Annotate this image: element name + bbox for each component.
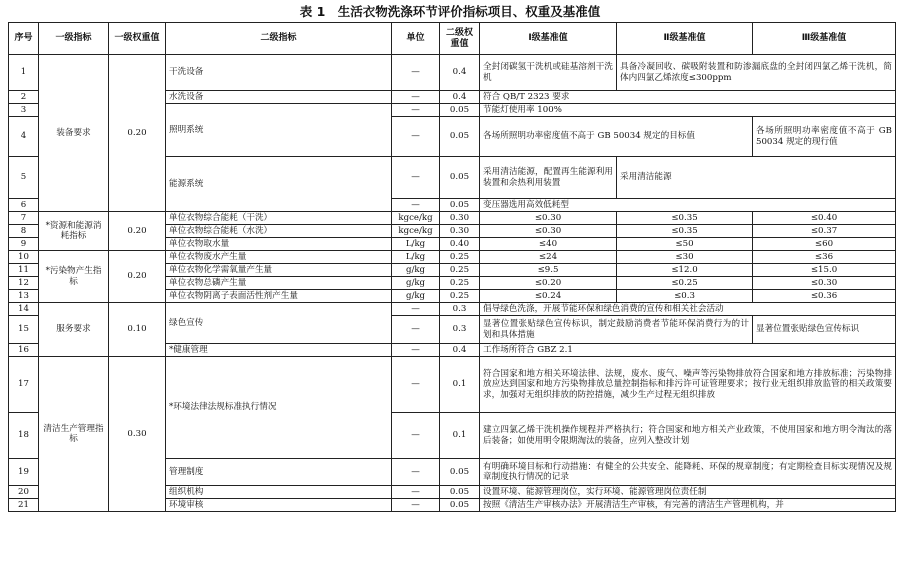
benchmark-3: ≤0.36 [753, 290, 896, 303]
level2-weight: 0.05 [440, 157, 480, 199]
unit: — [392, 117, 440, 157]
row-number: 10 [9, 251, 39, 264]
row-number: 9 [9, 238, 39, 251]
level2-indicator: 单位衣物综合能耗（水洗） [166, 225, 392, 238]
row-number: 1 [9, 55, 39, 91]
benchmark-all: 按照《清洁生产审核办法》开展清洁生产审核，有完善的清洁生产管理机构，并 [480, 499, 896, 512]
level2-indicator: 单位衣物废水产生量 [166, 251, 392, 264]
benchmark-3: ≤0.30 [753, 277, 896, 290]
level2-weight: 0.3 [440, 303, 480, 316]
unit: — [392, 157, 440, 199]
benchmark-2-3: 具备冷凝回收、碳吸附装置和防渗漏底盘的全封闭四氯乙烯干洗机，简体内四氯乙烯浓度≤300ppm [617, 55, 896, 91]
benchmark-2: ≤0.35 [617, 212, 753, 225]
benchmark-1-2: 各场所照明功率密度值不高于 GB 50034 规定的目标值 [480, 117, 753, 157]
level2-indicator: 水洗设备 [166, 91, 392, 104]
unit: — [392, 413, 440, 459]
level2-indicator: 环境审核 [166, 499, 392, 512]
row-number: 17 [9, 357, 39, 413]
benchmark-1: ≤40 [480, 238, 617, 251]
level1-weight: 0.20 [109, 251, 166, 303]
level2-weight: 0.25 [440, 290, 480, 303]
unit: — [392, 91, 440, 104]
row-number: 8 [9, 225, 39, 238]
row-number: 14 [9, 303, 39, 316]
benchmark-1: 采用清洁能源，配置再生能源利用装置和余热利用装置 [480, 157, 617, 199]
level2-weight: 0.25 [440, 277, 480, 290]
level1-indicator: 服务要求 [39, 303, 109, 357]
benchmark-1: ≤0.20 [480, 277, 617, 290]
benchmark-all: 变压器选用高效低耗型 [480, 199, 896, 212]
benchmark-1: ≤24 [480, 251, 617, 264]
level2-indicator: 单位衣物总磷产生量 [166, 277, 392, 290]
benchmark-2-3: 采用清洁能源 [617, 157, 896, 199]
row-number: 4 [9, 117, 39, 157]
level2-weight: 0.4 [440, 91, 480, 104]
level2-indicator: 照明系统 [166, 104, 392, 157]
row-number: 13 [9, 290, 39, 303]
benchmark-all: 符合国家和地方相关环境法律、法规，废水、废气、噪声等污染物排放符合国家和地方排放标准；污染物排放应达到国家和地方污染物排放总量控制指标和排污许可证管理要求；按行业无组织排放监管的相关政策要求，加强对无组织排放的防控措施，减少生产过程无组织排放 [480, 357, 896, 413]
level2-weight: 0.05 [440, 117, 480, 157]
level1-indicator: 装备要求 [39, 55, 109, 212]
row-number: 16 [9, 344, 39, 357]
level2-weight: 0.25 [440, 251, 480, 264]
level2-indicator: 单位衣物取水量 [166, 238, 392, 251]
level2-weight: 0.1 [440, 357, 480, 413]
header-seq: 序号 [9, 23, 39, 55]
benchmark-all: 设置环境、能源管理岗位，实行环境、能源管理岗位责任制 [480, 486, 896, 499]
benchmark-all: 工作场所符合 GBZ 2.1 [480, 344, 896, 357]
benchmark-1: ≤0.30 [480, 212, 617, 225]
unit: kgce/kg [392, 212, 440, 225]
benchmark-all: 建立四氯乙烯干洗机操作规程并严格执行；符合国家和地方相关产业政策，不使用国家和地方明令淘汰的落后装备；如使用明令限期淘汰的装备，应列入整改计划 [480, 413, 896, 459]
level1-indicator: *资源和能源消耗指标 [39, 212, 109, 251]
unit: g/kg [392, 264, 440, 277]
level2-indicator: 管理制度 [166, 459, 392, 486]
row-number: 7 [9, 212, 39, 225]
unit: — [392, 303, 440, 316]
unit: — [392, 104, 440, 117]
header-level1-weight: 一级权重值 [109, 23, 166, 55]
level2-weight: 0.3 [440, 316, 480, 344]
row-number: 5 [9, 157, 39, 199]
unit: — [392, 357, 440, 413]
level2-weight: 0.05 [440, 459, 480, 486]
unit: L/kg [392, 238, 440, 251]
benchmark-3: ≤60 [753, 238, 896, 251]
level2-weight: 0.40 [440, 238, 480, 251]
unit: — [392, 344, 440, 357]
level1-weight: 0.20 [109, 55, 166, 212]
level2-weight: 0.05 [440, 104, 480, 117]
table-row [9, 212, 896, 225]
unit: g/kg [392, 277, 440, 290]
level2-weight: 0.05 [440, 199, 480, 212]
level2-indicator: *健康管理 [166, 344, 392, 357]
level2-indicator: 绿色宣传 [166, 303, 392, 344]
level2-weight: 0.30 [440, 225, 480, 238]
unit: — [392, 499, 440, 512]
unit: g/kg [392, 290, 440, 303]
row-number: 6 [9, 199, 39, 212]
benchmark-3: ≤15.0 [753, 264, 896, 277]
evaluation-index-table [8, 22, 896, 512]
benchmark-2: ≤0.35 [617, 225, 753, 238]
header-level2: 二级指标 [166, 23, 392, 55]
level2-weight: 0.05 [440, 486, 480, 499]
benchmark-all: 符合 QB/T 2323 要求 [480, 91, 896, 104]
row-number: 15 [9, 316, 39, 344]
header-level2-weight: 二级权重值 [440, 23, 480, 55]
benchmark-1-2: 显著位置张贴绿色宣传标识，制定鼓励消费者节能环保消费行为的计划和具体措施 [480, 316, 753, 344]
level2-weight: 0.4 [440, 344, 480, 357]
benchmark-all: 节能灯使用率 100% [480, 104, 896, 117]
benchmark-2: ≤0.3 [617, 290, 753, 303]
level2-indicator: 单位衣物综合能耗（干洗） [166, 212, 392, 225]
row-number: 19 [9, 459, 39, 486]
row-number: 11 [9, 264, 39, 277]
header-benchmark-2: Ⅱ级基准值 [617, 23, 753, 55]
benchmark-2: ≤50 [617, 238, 753, 251]
benchmark-2: ≤12.0 [617, 264, 753, 277]
level2-indicator: 能源系统 [166, 157, 392, 212]
level2-indicator: 干洗设备 [166, 55, 392, 91]
header-level1: 一级指标 [39, 23, 109, 55]
unit: — [392, 199, 440, 212]
table-row [9, 303, 896, 316]
row-number: 21 [9, 499, 39, 512]
unit: — [392, 459, 440, 486]
level2-weight: 0.1 [440, 413, 480, 459]
table-row [9, 55, 896, 91]
benchmark-3: 各场所照明功率密度值不高于 GB 50034 规定的现行值 [753, 117, 896, 157]
benchmark-all: 倡导绿色洗涤，开展节能环保和绿色消费的宣传和相关社会活动 [480, 303, 896, 316]
header-row [9, 23, 896, 55]
benchmark-2: ≤30 [617, 251, 753, 264]
row-number: 12 [9, 277, 39, 290]
level2-indicator: 单位衣物阴离子表面活性剂产生量 [166, 290, 392, 303]
unit: L/kg [392, 251, 440, 264]
row-number: 20 [9, 486, 39, 499]
level2-weight: 0.05 [440, 499, 480, 512]
table-row [9, 251, 896, 264]
benchmark-3: ≤0.40 [753, 212, 896, 225]
level1-weight: 0.10 [109, 303, 166, 357]
header-benchmark-1: Ⅰ级基准值 [480, 23, 617, 55]
benchmark-1: ≤9.5 [480, 264, 617, 277]
level2-weight: 0.25 [440, 264, 480, 277]
unit: — [392, 316, 440, 344]
benchmark-3: 显著位置张贴绿色宣传标识 [753, 316, 896, 344]
benchmark-1: ≤0.30 [480, 225, 617, 238]
level2-weight: 0.4 [440, 55, 480, 91]
level2-indicator: 组织机构 [166, 486, 392, 499]
level1-indicator: *污染物产生指标 [39, 251, 109, 303]
benchmark-1: 全封闭碳氢干洗机或硅基溶剂干洗机 [480, 55, 617, 91]
table-caption: 表 1 生活衣物洗涤环节评价指标项目、权重及基准值 [299, 4, 601, 19]
level2-indicator: *环境法律法规标准执行情况 [166, 357, 392, 459]
row-number: 3 [9, 104, 39, 117]
level1-indicator: 清洁生产管理指标 [39, 357, 109, 512]
level1-weight: 0.30 [109, 357, 166, 512]
benchmark-all: 有明确环境目标和行动措施：有健全的公共安全、能降耗、环保的规章制度；有定期检查目标实现情况及规章制度执行情况的记录 [480, 459, 896, 486]
header-benchmark-3: Ⅲ级基准值 [753, 23, 896, 55]
benchmark-3: ≤36 [753, 251, 896, 264]
unit: — [392, 55, 440, 91]
level2-weight: 0.30 [440, 212, 480, 225]
level1-weight: 0.20 [109, 212, 166, 251]
level2-indicator: 单位衣物化学需氧量产生量 [166, 264, 392, 277]
row-number: 18 [9, 413, 39, 459]
benchmark-3: ≤0.37 [753, 225, 896, 238]
benchmark-2: ≤0.25 [617, 277, 753, 290]
unit: — [392, 486, 440, 499]
unit: kgce/kg [392, 225, 440, 238]
table-row [9, 357, 896, 413]
row-number: 2 [9, 91, 39, 104]
benchmark-1: ≤0.24 [480, 290, 617, 303]
header-unit: 单位 [392, 23, 440, 55]
